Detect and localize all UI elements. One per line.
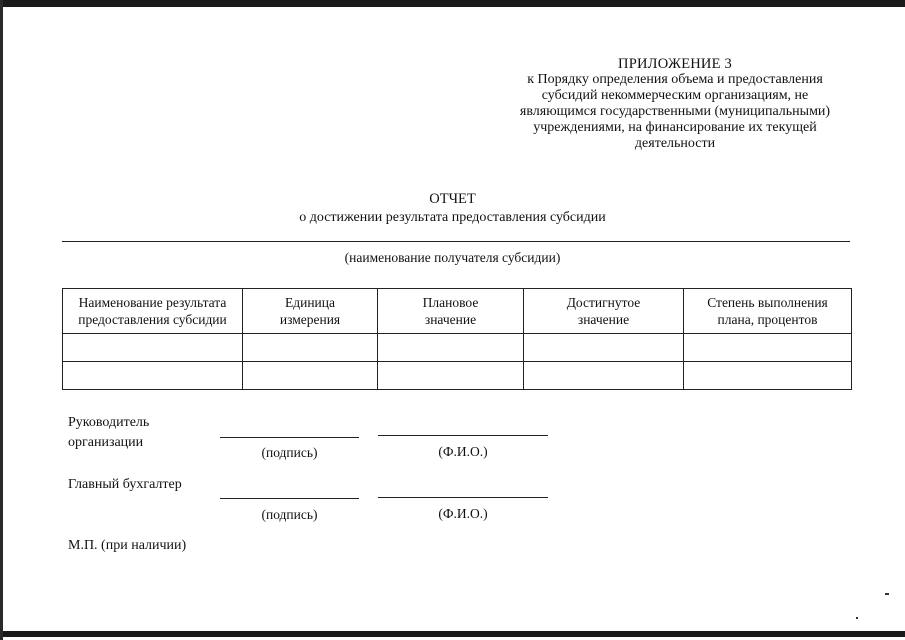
- table-cell: [243, 362, 378, 390]
- table-cell: [378, 334, 524, 362]
- scan-bottom-edge: [0, 631, 905, 637]
- header-text: предоставления субсидии: [78, 312, 227, 327]
- appendix-line: к Порядку определения объема и предоставления: [527, 72, 823, 87]
- accountant-name-line: [378, 497, 548, 498]
- header-text: Наименование результата: [78, 295, 227, 310]
- column-header-unit: [243, 289, 378, 334]
- report-subtitle: о достижении результата предоставления субсидии: [299, 210, 606, 225]
- recipient-name-line: [62, 241, 850, 242]
- result-table: [62, 288, 852, 390]
- scan-speck: [885, 593, 889, 595]
- header-text: Плановое: [422, 295, 479, 310]
- header-text: значение: [424, 312, 477, 327]
- table-cell: [524, 362, 684, 390]
- column-header-percent: [684, 289, 852, 334]
- column-header-result: [63, 289, 243, 334]
- table-cell: [684, 362, 852, 390]
- column-header-planned: [378, 289, 524, 334]
- column-header-achieved: [524, 289, 684, 334]
- appendix-heading: ПРИЛОЖЕНИЕ 3: [618, 56, 732, 72]
- header-text: плана, процентов: [717, 312, 818, 327]
- header-text: Достигнутое: [566, 295, 641, 310]
- appendix-line: субсидий некоммерческим организациям, не: [541, 88, 809, 103]
- accountant-name-caption: (Ф.И.О.): [438, 506, 488, 521]
- director-name-caption: (Ф.И.О.): [438, 444, 488, 459]
- scan-top-edge: [0, 0, 905, 7]
- table-row: [63, 334, 852, 362]
- table-cell: [243, 334, 378, 362]
- header-text: значение: [577, 312, 630, 327]
- director-name-line: [378, 435, 548, 436]
- header-text: Единица: [284, 295, 335, 310]
- director-signature-line: [220, 437, 359, 438]
- accountant-signature-caption: (подпись): [261, 507, 318, 522]
- appendix-block: [490, 56, 860, 152]
- accountant-label: Главный бухгалтер: [68, 477, 182, 492]
- table-cell: [684, 334, 852, 362]
- table-cell: [63, 362, 243, 390]
- report-title: ОТЧЕТ: [429, 191, 476, 207]
- table-cell: [524, 334, 684, 362]
- scan-speck: [856, 617, 858, 619]
- appendix-line: учреждениями, на финансирование их текущей: [533, 120, 817, 135]
- stamp-label: М.П. (при наличии): [68, 538, 187, 553]
- table-header-row: [63, 289, 852, 334]
- header-text: измерения: [279, 312, 341, 327]
- director-label-line1: Руководитель: [68, 415, 150, 430]
- table-row: [63, 362, 852, 390]
- director-label-line2: организации: [68, 435, 144, 450]
- appendix-line: деятельности: [634, 136, 716, 151]
- header-text: Степень выполнения: [707, 295, 828, 310]
- accountant-signature-line: [220, 498, 359, 499]
- table-cell: [63, 334, 243, 362]
- table-cell: [378, 362, 524, 390]
- scan-left-edge: [0, 0, 3, 640]
- director-signature-caption: (подпись): [261, 445, 318, 460]
- recipient-caption: (наименование получателя субсидии): [344, 250, 561, 265]
- appendix-line: являющимся государственными (муниципальными): [519, 104, 831, 119]
